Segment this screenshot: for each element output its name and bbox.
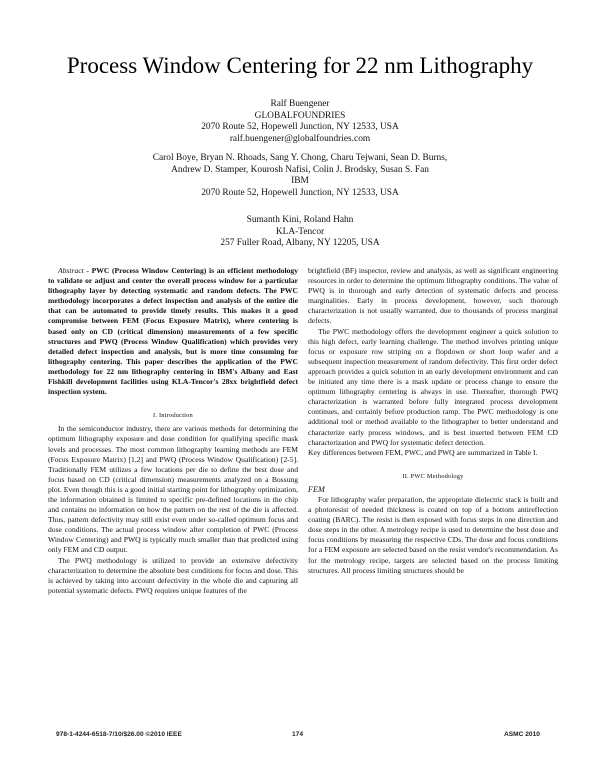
author-line: 2070 Route 52, Hopewell Junction, NY 12533, USA [201,187,399,198]
author-line: Ralf Buengener [270,99,330,109]
author-line: Sumanth Kini, Roland Hahn [246,215,354,225]
left-column [48,266,298,596]
author-line: Carol Boye, Bryan N. Rhoads, Sang Y. Chong, Charu Tejwani, Sean D. Burns, [152,153,448,163]
paper-title: Process Window Centering for 22 nm Lithography [66,53,534,78]
body-paragraph: The PWC methodology offers the development engineer a quick solution to this high defect, early learning challenge. The method involves printing unique focus or exposure row striping on a flopdown or short loop wafer and a subsequent inspection measurement of random defectivity. This first order defect approach provides a quick solution in an early development environment and can be initiated any time there is a mask update or process change to ensure the optimum lithography centering is always in use. Thereafter, thorough PWQ characterization is warranted before fully integrated process development continues, and certainly before production ramp. The PWC methodology is one additional tool or method available to the lithographer to better understand and characterize early process windows, and is best inserted between FEM CD characterization and PWQ for systematic defect detection. [308,326,558,447]
footer-copyright: 978-1-4244-6518-7/10/$26.00 ©2010 IEEE [56,731,182,738]
footer-page-number: 174 [292,731,304,738]
intro-paragraph: The PWQ methodology is utilized to provide an extensive defectivity characterization to determine the absolute best conditions for focus and dose. This is achieved by taking into account defectivity in the whole die and capturing all potential systematic defects. PWQ requires unique features of the [48,555,298,595]
abstract-label: Abstract - [58,266,89,275]
body-paragraph: Key differences between FEM, PWC, and PWQ are summarized in Table I. [308,447,538,457]
right-column [308,266,558,576]
author-line: 257 Fuller Road, Albany, NY 12205, USA [220,238,380,249]
body-paragraph: For lithography wafer preparation, the appropriate dielectric stack is built and a photoresist of needed thickness is coated on top of a bottom antireflection coating (BARC). The resist is then exposed with focus steps in one direction and dose steps in the other. A metrology recipe is used to determine the best dose and focus conditions by measuring the respective CDs. The dose and focus conditions for a FEM exposure are selected based on the resist vendor's recommendation. As for the metrology recipe, targets are selected based on the process limiting structures. All process limiting structures should be [308,494,558,575]
intro-paragraph: In the semiconductor industry, there are various methods for determining the optimum lithography exposure and dose condition for qualifying specific mask levels and processes. The most common lithography learning methods are FEM (Focus Exposure Matrix) [1,2] and PWQ (Process Window Qualification) [2-5]. Traditionally FEM utilizes a few locations per die to define the best dose and focus based on CD (critical dimension) measurements analyzed on a Bossung plot. Even though this is a good initial starting point for lithography optimization, the information obtained is limited to specific pre-defined locations in the chip and contains no information on how the pattern on the rest of the die is affected. Thus, pattern defectivity may still exist even under so-called optimum focus and dose conditions. The actual process window after completion of PWC (Process Window Centering) and PWQ is typically much smaller than that predicted using only FEM and CD output. [48,424,298,555]
author-line: GLOBALFOUNDRIES [254,110,346,121]
author-line: 2070 Route 52, Hopewell Junction, NY 12533, USA [201,122,399,133]
section-heading-pwc-methodology: II. PWC Methodology [402,472,464,480]
author-block-ibm [0,153,600,199]
section-heading-introduction: I. Introduction [153,412,193,420]
author-line: KLA-Tencor [275,226,325,237]
author-block-kla [0,215,600,250]
abstract-text: PWC (Process Window Centering) is an efficient methodology to validate or adjust and center the overall process window for a particular lithography layer by detecting systematic and random defects. The PWC methodology incorporates a defect inspection and analysis of the entire die that can be automated to provide timely results. This makes it a good compromise between FEM (Focus Exposure Matrix), where centering is based only on CD (critical dimension) measurements of a few specific structures and PWQ (Process Window Qualification) which provides very detailed defect inspection and analysis, but is more time consuming for lithography centering. This paper describes the application of the PWC methodology for 22 nm lithography centering in IBM's Albany and East Fishkill development facilities using KLA-Tencor's 28xx brightfield defect inspection system. [48,266,298,397]
footer-conference: ASMC 2010 [504,731,540,738]
author-block-globalfoundries [0,99,600,145]
author-line: Andrew D. Stamper, Kourosh Nafisi, Colin J. Brodsky, Susan S. Fan [171,164,429,175]
author-email: ralf.buengener@globalfoundries.com [229,133,371,144]
subsection-heading-fem: FEM [308,484,325,494]
abstract [48,266,298,397]
body-paragraph: brightfield (BF) inspector, review and analysis, as well as significant engineering resources in order to determine the optimum lithography conditions. The value of PWQ is in thorough and early detection of systematic defects and process marginalities. Early in process development, however, such thorough characterization is not usually warranted, due to thousands of process marginal defects. [308,266,558,326]
author-line: IBM [291,176,309,187]
